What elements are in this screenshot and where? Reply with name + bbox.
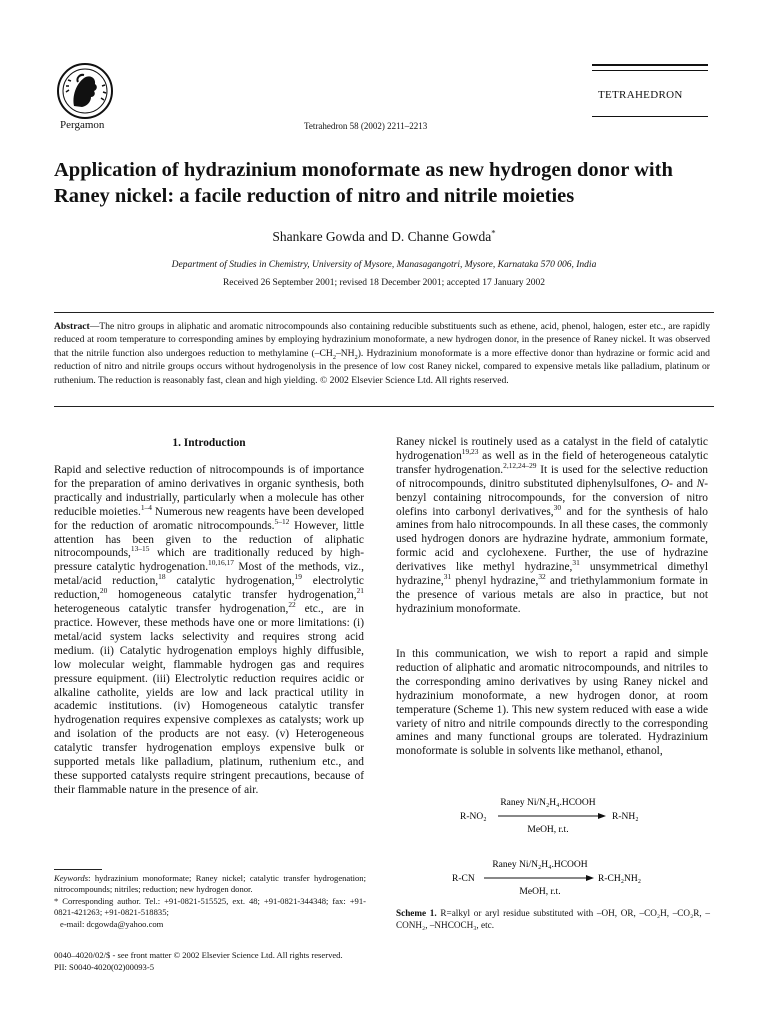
- paragraph: [54, 464, 364, 798]
- paragraph-text: which are traditionally reduced by high-pressure catalytic hydrogenation.: [54, 547, 364, 574]
- paragraph-text: heterogeneous catalytic transfer hydrogenation,: [54, 603, 289, 616]
- abstract-label: Abstract: [54, 321, 90, 332]
- scheme-caption: [396, 908, 710, 932]
- scheme-conditions-1: MeOH, r.t.: [527, 825, 569, 835]
- abstract-text: —The nitro groups in aliphatic and aromatic nitrocompounds also containing reducible substituents such as ethene, acid, phenol, halogen, ester etc., are rapidly reduced at room temperature to corresponding amines by employing hydrazinium monoformate, a new hydrogen donor, in the presence of Raney nickel. It was observed that the nitrile function also undergoes reduction to methylamine (–CH: [54, 321, 710, 359]
- scheme-reagent-1: Raney Ni/N₂H₄.HCOOH: [500, 798, 596, 808]
- keywords: [54, 873, 366, 896]
- pii-line: PII: S0040-4020(02)00093-5: [54, 961, 155, 972]
- abstract: [54, 320, 710, 387]
- intro-paragraph-1: [54, 464, 364, 798]
- citation-ref: 30: [553, 502, 562, 512]
- scheme-product-1: R-NH₂: [612, 812, 639, 822]
- bottom-matter: [54, 950, 343, 973]
- keywords-text: : hydrazinium monoformate; Raney nickel; catalytic transfer hydrogenation; nitrocompounds; nitriles; reduction; new hydrogen donor.: [54, 873, 366, 895]
- copyright-line: 0040–4020/02/$ - see front matter © 2002 Elsevier Science Ltd. All rights reserved.: [54, 950, 343, 960]
- paragraph-text: and for the synthesis of halo amines from halo nitrocompounds. In all these cases, the commonly used hydrogen donors are hydrazine hydrate, ammonium formate, formic acid and cyclohexene. Further, the use of hydrazine derivatives like methyl hydrazine,: [396, 505, 708, 574]
- subscript: 2: [332, 353, 336, 361]
- footnotes: [54, 873, 366, 930]
- publisher-name: Pergamon: [60, 119, 105, 131]
- article-authors: [0, 229, 768, 245]
- article-title: Application of hydrazinium monoformate as new hydrogen donor with Raney nickel: a facile reduction of nitro and nitrile moieties: [54, 159, 673, 207]
- citation-ref: 2,12,24–29: [503, 461, 537, 471]
- intro-paragraph-2: [396, 436, 708, 617]
- citation-ref: 31: [443, 572, 452, 582]
- elsevier-tree-logo-icon: [54, 62, 116, 120]
- paragraph-text: and: [672, 477, 697, 490]
- journal-citation: Tetrahedron 58 (2002) 2211–2213: [304, 121, 428, 131]
- article-dates: Received 26 September 2001; revised 18 December 2001; accepted 17 January 2002: [222, 278, 546, 288]
- scheme-product-2: R-CH₂NH₂: [598, 874, 642, 884]
- paragraph-text: Most of the methods, viz., metal/acid reduction,: [54, 561, 365, 588]
- citation-ref: 5–12: [274, 516, 290, 526]
- italic-prefix: O-: [660, 477, 673, 490]
- paragraph-text: It is used for the selective reduction of nitrocompounds, dinitro substituted diphenylsulfones,: [396, 463, 708, 490]
- citation-ref: 31: [572, 558, 580, 568]
- scheme-caption-label: Scheme 1.: [396, 908, 437, 918]
- paragraph: In this communication, we wish to report a rapid and simple reduction of aliphatic and aromatic nitrocompounds, and nitriles to the corresponding amino derivatives by using Raney nickel and hydrazinium monoformate, a new hydrogen donor, at room temperature (Scheme 1). This new system reduced with ease a wide variety of nitro and nitrile compounds directly to the corresponding amines and many functional groups are tolerated. Hydrazinium monoformate is soluble in solvents like methanol, ethanol,: [396, 648, 708, 758]
- abstract-text: –NH: [335, 347, 355, 359]
- citation-ref: 18: [158, 572, 166, 582]
- header-rule: [592, 70, 708, 71]
- citation-ref: 22: [288, 600, 296, 610]
- paragraph-text: benzyl containing nitrocompounds, for the conversion of nitro olefins into carbonyl derivatives,: [396, 491, 708, 518]
- citation-ref: 21: [356, 586, 364, 596]
- scheme-1-diagram: [440, 788, 700, 898]
- footnote-rule: [54, 869, 102, 870]
- paragraph-text: etc., are in practice. However, these methods have one or more limitations: (i) metal/acid system lacks selectivity and requires strong acid medium. (ii) Catalytic hydrogenation employs highly diffusible, low molecular weight, flammable hydrogen gas and requires pressure equipment. (iii) Electrolytic reduction requires acidic or alkaline catholite, yields are low and lack practical utility in academic institutions. (iv) Homogeneous catalytic transfer hydrogenation requires expensive complexes as catalysts; work up and isolation of the products are not easy. (v) Heterogeneous catalytic transfer hydrogenation employs expensive bulk or supported metals like palladium, platinum, ruthenium etc., and these supported catalysts require stringent precautions, because of their flammable nature in the presence of air.: [54, 603, 364, 796]
- citation-ref: 19: [294, 572, 302, 582]
- citation-ref: 13–15: [130, 544, 150, 554]
- paragraph-text: However, little attention has been given to the reduction of aliphatic nitrocompounds,: [54, 519, 364, 560]
- paragraph-text: catalytic hydrogenation,: [165, 575, 295, 588]
- paragraph-text: as well as in the field of heterogeneous catalytic transfer hydrogenation.: [396, 449, 708, 476]
- paragraph: [396, 436, 708, 617]
- scheme-reagent-2: Raney Ni/N₂H₄.HCOOH: [492, 860, 588, 870]
- author-email: e-mail: dcgowda@yahoo.com: [60, 918, 164, 929]
- journal-name: TETRAHEDRON: [598, 89, 683, 101]
- paragraph-text: unsymmetrical dimethyl hydrazine,: [396, 561, 708, 588]
- citation-ref: 1–4: [140, 502, 152, 512]
- author-affiliation: Department of Studies in Chemistry, University of Mysore, Manasagangotri, Mysore, Karnataka 570 006, India: [171, 260, 597, 270]
- abstract-text: ). Hydrazinium monoformate is a more effective donor than hydrazine or formic acid and reduction of nitro and nitrile groups occurs without hydrogenolysis in the presence of low cost Raney nickel, compared to expensive metals like palladium, platinum or ruthenium. The reduction is reasonably fast, clean and high yielding. © 2002 Elsevier Science Ltd. All rights reserved.: [54, 347, 710, 386]
- citation-ref: 19,23: [461, 447, 479, 457]
- citation-ref: 32: [538, 572, 546, 582]
- header-rule: [592, 64, 708, 66]
- subscript: 2: [354, 353, 358, 361]
- section-heading: 1. Introduction: [172, 437, 246, 449]
- paragraph-text: Raney nickel is routinely used as a catalyst in the field of catalytic hydrogenation: [396, 436, 708, 462]
- paragraph-text: electrolytic reduction,: [54, 575, 364, 602]
- scheme-caption-text: R=alkyl or aryl residue substituted with –OH, OR, –CO₂H, –CO₂R, –CONH₂, –NHCOCH₃, etc.: [396, 908, 710, 930]
- header-rule: [592, 116, 708, 117]
- author-names: Shankare Gowda and D. Channe Gowda: [272, 229, 492, 244]
- paragraph-text: Numerous new reagents have been developed for the reduction of aromatic nitrocompounds.: [54, 505, 365, 532]
- scheme-reactant-2: R-CN: [452, 874, 475, 884]
- paragraph-text: Rapid and selective reduction of nitrocompounds is of importance for the preparation of amino derivatives in organic synthesis, both practically and industrially, particularly when a molecule has other reducible moieties.: [54, 464, 364, 518]
- citation-ref: 10,16,17: [208, 558, 234, 568]
- arrow-head-icon: [586, 875, 594, 881]
- intro-paragraph-3: [396, 648, 708, 759]
- paragraph-text: phenyl hydrazine,: [451, 575, 539, 588]
- keywords-label: Keywords: [54, 873, 89, 883]
- scheme-reactant-1: R-NO₂: [460, 812, 487, 822]
- arrow-head-icon: [598, 813, 606, 819]
- citation-ref: 20: [99, 586, 108, 596]
- paragraph-text: and triethylammonium formate in the presence of various metals are also in practice, but not hydrazinium monoformate.: [396, 575, 708, 615]
- abstract-bottom-rule: [54, 406, 714, 407]
- corresponding-author-note: * Corresponding author. Tel.: +91-0821-515525, ext. 48; +91-0821-344348; fax: +91-0821-421263; +91-0821-518835;: [54, 895, 366, 918]
- italic-prefix: N-: [696, 477, 708, 490]
- scheme-conditions-2: MeOH, r.t.: [519, 887, 561, 897]
- corresponding-author-mark: *: [491, 227, 496, 238]
- abstract-top-rule: [54, 312, 714, 313]
- paragraph-text: homogeneous catalytic transfer hydrogenation,: [107, 589, 357, 602]
